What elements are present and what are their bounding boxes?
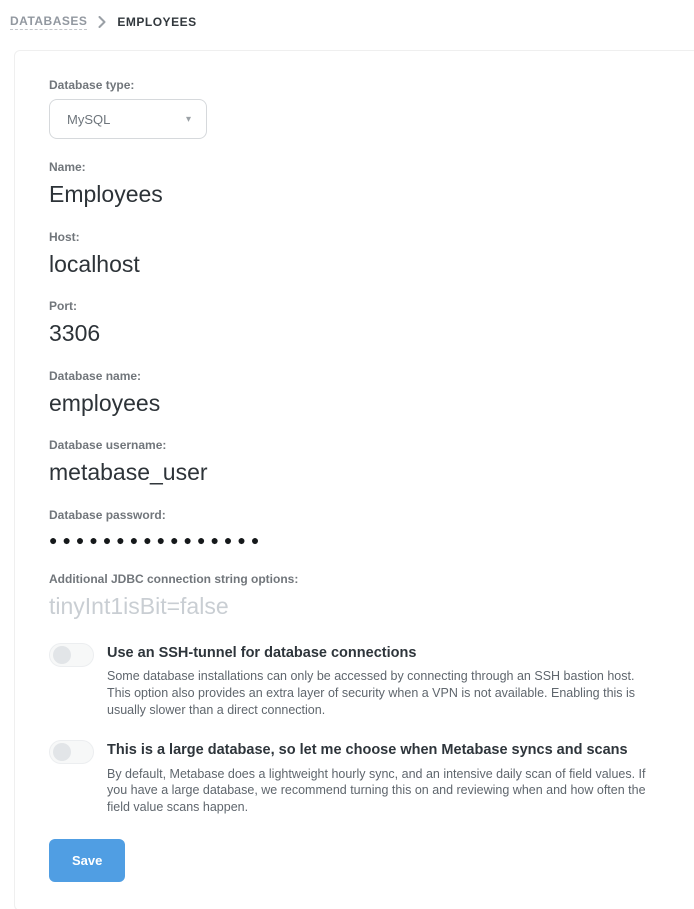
ssh-tunnel-title: Use an SSH-tunnel for database connections <box>107 644 417 661</box>
database-username-field-group <box>49 438 669 487</box>
database-type-label: Database type: <box>49 78 135 92</box>
large-database-description: By default, Metabase does a lightweight hourly sync, and an intensive daily scan of field values. If you have a large database, we recommend turning this on and reviewing when and how often the field value scans happen. <box>107 766 646 814</box>
large-database-title: This is a large database, so let me choose when Metabase syncs and scans <box>107 742 628 759</box>
save-button[interactable]: Save <box>49 839 125 882</box>
database-name-label: Database name: <box>49 368 142 383</box>
breadcrumb <box>0 0 694 30</box>
database-password-label: Database password: <box>49 507 166 522</box>
large-database-toggle[interactable] <box>49 740 94 764</box>
breadcrumb-databases-link[interactable]: DATABASES <box>10 13 88 28</box>
ssh-tunnel-description: Some database installations can only be accessed by connecting through an SSH bastion host. This option also provides an extra layer of security when a VPN is not available. Enabling this is usually slower than a direct connection. <box>107 669 636 717</box>
jdbc-options-label: Additional JDBC connection string options: <box>49 572 299 587</box>
database-type-select[interactable] <box>49 99 207 139</box>
host-input[interactable] <box>49 251 669 279</box>
port-input[interactable] <box>49 320 669 348</box>
port-field-group <box>49 299 669 348</box>
database-type-group <box>49 78 669 139</box>
toggle-knob <box>53 743 71 761</box>
large-database-content <box>107 740 656 815</box>
database-name-input[interactable] <box>49 390 669 418</box>
breadcrumb-current-page: EMPLOYEES <box>117 14 197 29</box>
host-label: Host: <box>49 229 80 244</box>
name-label: Name: <box>49 160 86 174</box>
ssh-tunnel-toggle[interactable] <box>49 643 94 667</box>
jdbc-options-input[interactable] <box>49 593 669 621</box>
port-label: Port: <box>49 299 77 314</box>
database-name-field-group <box>49 369 669 418</box>
database-password-field-group <box>49 508 669 551</box>
host-field-group <box>49 230 669 279</box>
database-type-selected-value: MySQL <box>67 111 111 127</box>
ssh-tunnel-section <box>49 643 669 718</box>
toggle-knob <box>53 646 71 664</box>
database-username-label: Database username: <box>49 438 167 453</box>
chevron-right-icon <box>98 16 106 28</box>
database-username-input[interactable] <box>49 459 669 487</box>
name-input[interactable] <box>49 181 669 209</box>
chevron-down-icon: ▾ <box>185 113 191 125</box>
jdbc-options-field-group <box>49 572 669 621</box>
ssh-tunnel-content <box>107 643 656 718</box>
large-database-section <box>49 740 669 815</box>
database-password-input[interactable] <box>49 529 669 551</box>
database-settings-card <box>14 50 694 909</box>
name-field-group <box>49 160 669 209</box>
